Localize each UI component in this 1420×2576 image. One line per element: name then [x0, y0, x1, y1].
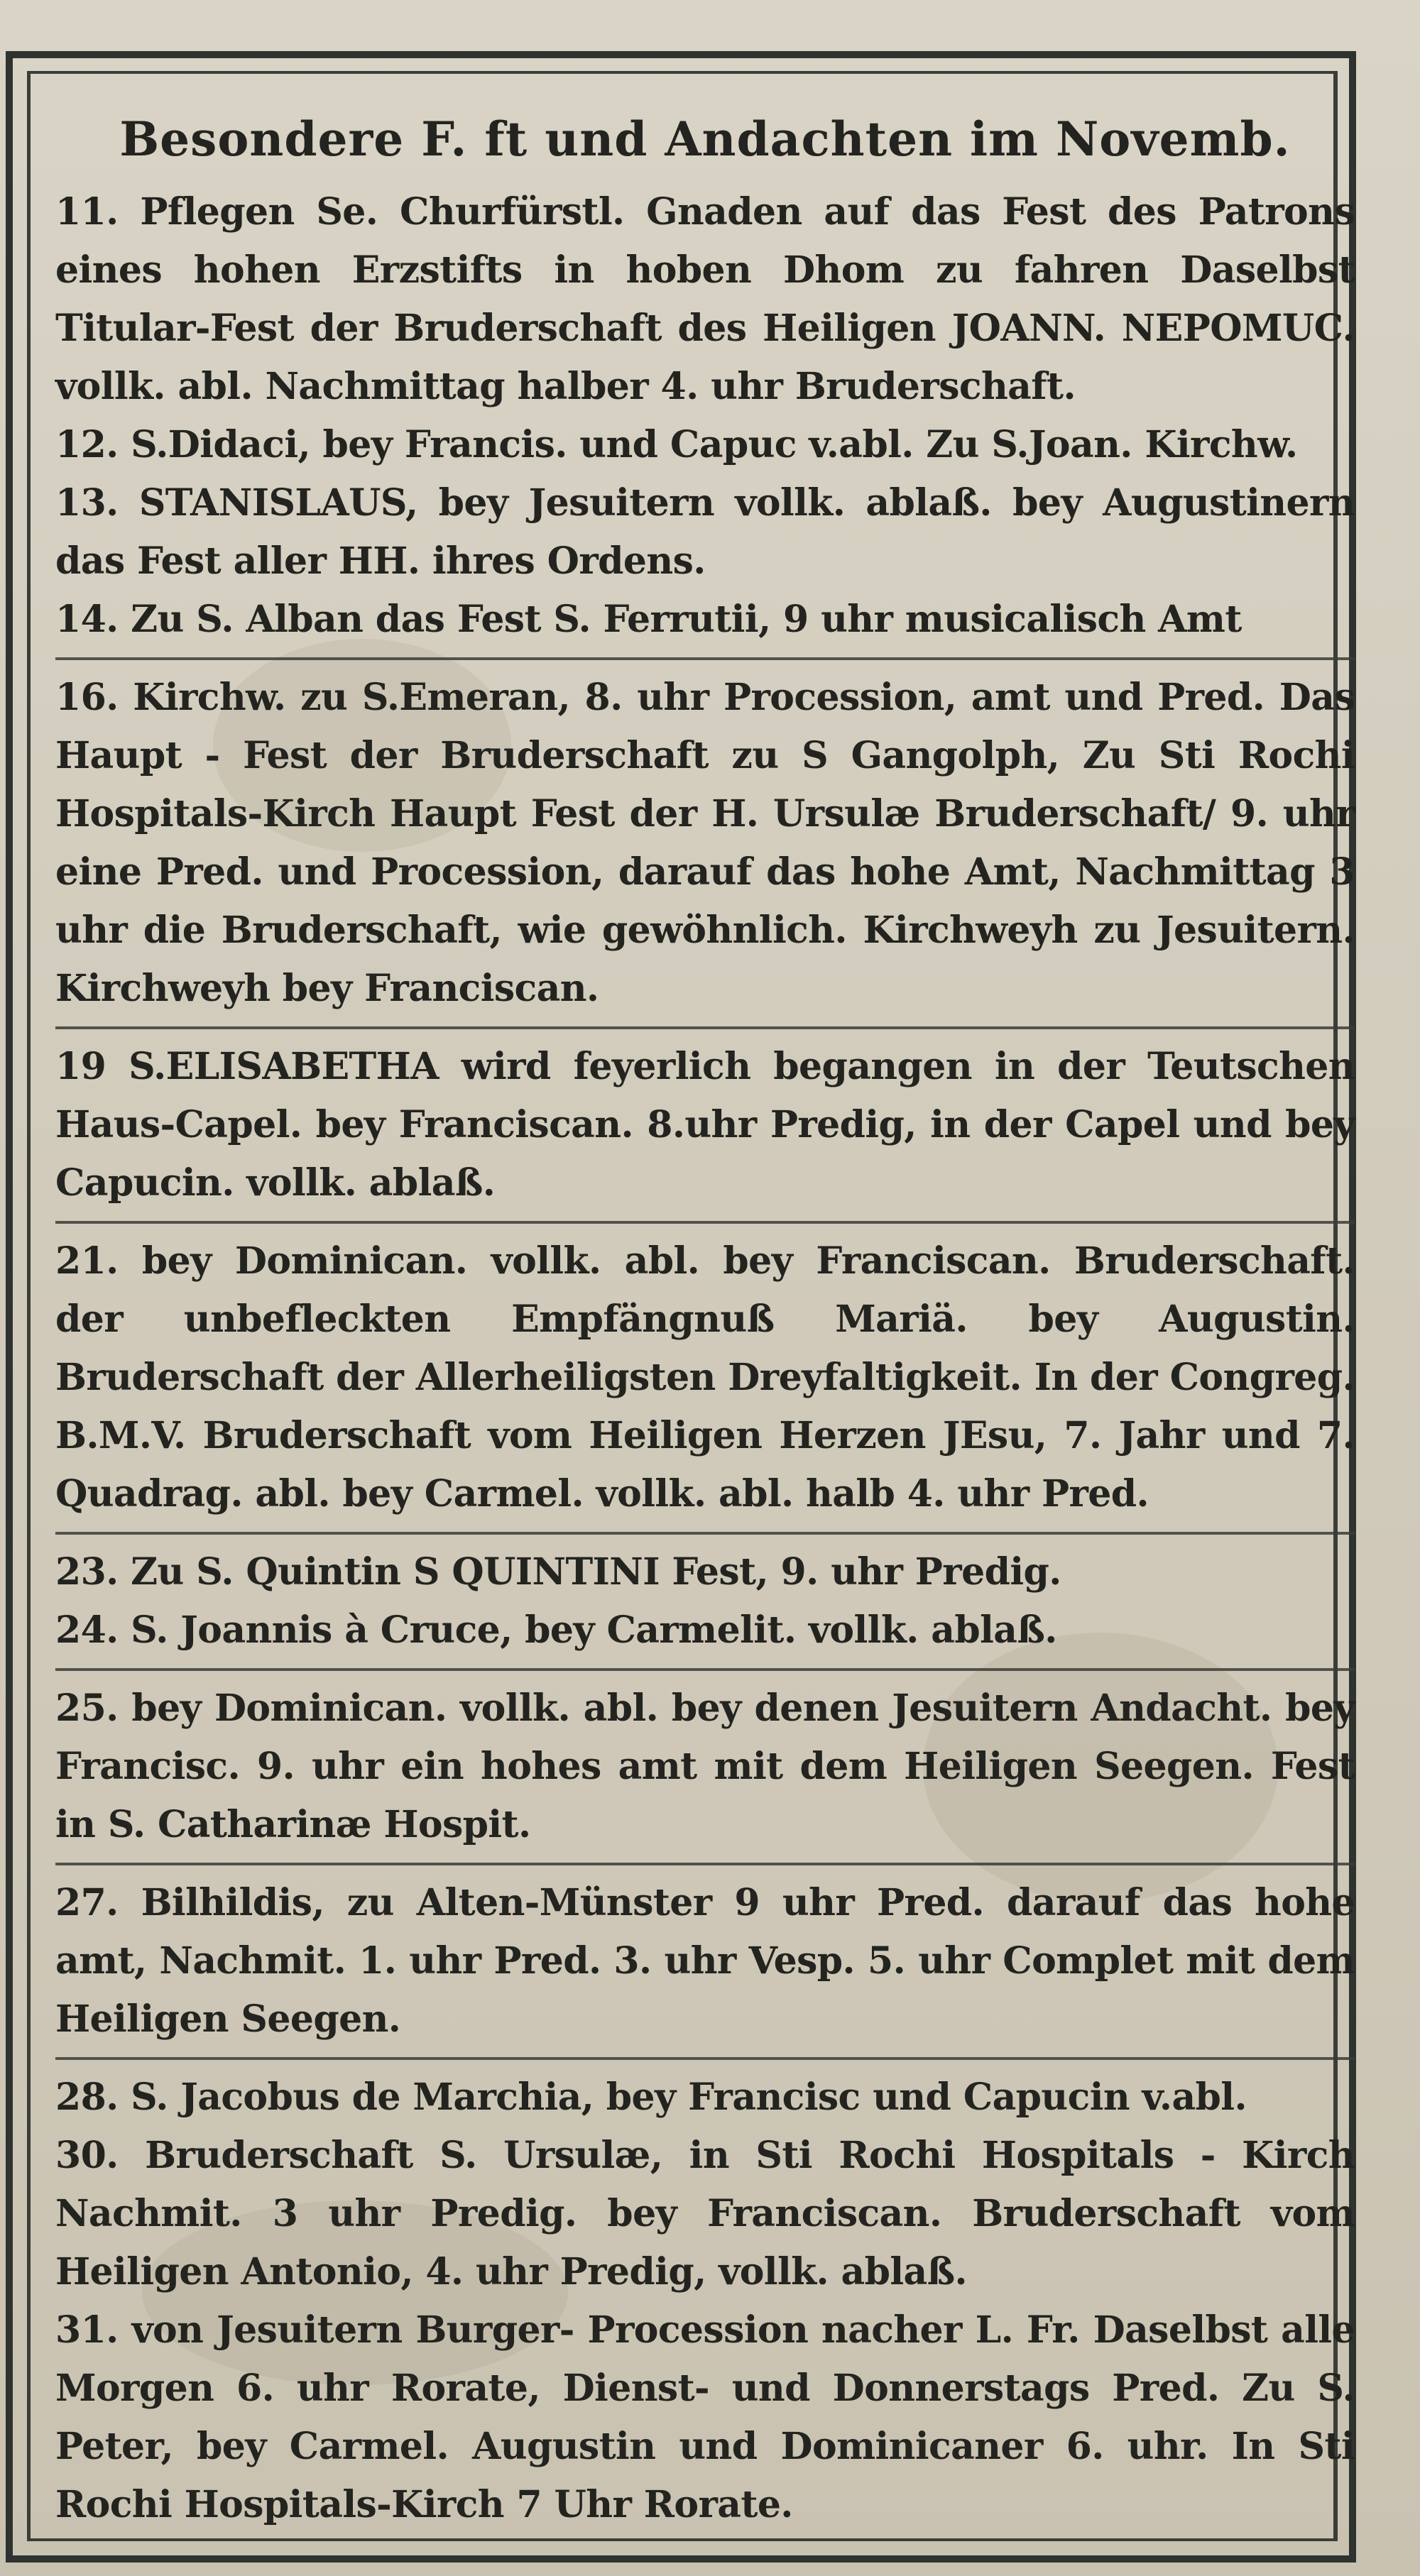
entry-24: 24. S. Joannis à Cruce, bey Carmelit. vollk. ablaß. — [55, 1608, 1057, 1652]
entry-16: 16. Kirchw. zu S.Emeran, 8. uhr Procession, amt und Pred. Das Haupt - Fest der Bruderschaft zu S Gangolph, Zu Sti Rochi Hospitals-Kirch Haupt Fest der H. Ursulæ Bruderschaft/ 9. uhr eine Pred. und Procession, darauf das hohe Amt, Nachmittag 3 uhr die Bruderschaft, wie gewöhnlich. Kirchweyh zu Jesuitern. Kirchweyh bey Franciscan. — [55, 676, 1355, 1010]
text-block — [55, 91, 1355, 2534]
entry-13: 13. STANISLAUS, bey Jesuitern vollk. ablaß. bey Augustinern das Fest aller HH. ihres Ordens. — [55, 481, 1355, 583]
section-divider — [55, 1532, 1355, 1535]
section-divider — [55, 1668, 1355, 1671]
entry-14: 14. Zu S. Alban das Fest S. Ferrutii, 9 uhr musicalisch Amt — [55, 598, 1242, 641]
entry-23: 23. Zu S. Quintin S QUINTINI Fest, 9. uhr Predig. — [55, 1550, 1061, 1594]
section-divider — [55, 1026, 1355, 1029]
section-divider — [55, 2057, 1355, 2060]
entry-28: 28. S. Jacobus de Marchia, bey Francisc und Capucin v.abl. — [55, 2076, 1247, 2119]
entry-12: 12. S.Didaci, bey Francis. und Capuc v.abl. Zu S.Joan. Kirchw. — [55, 423, 1298, 466]
section-divider — [55, 1863, 1355, 1865]
section-divider — [55, 1221, 1355, 1224]
entry-21: 21. bey Dominican. vollk. abl. bey Franciscan. Bruderschaft. der unbefleckten Empfängnuß Mariä. bey Augustin. Bruderschaft der Allerheiligsten Dreyfaltigkeit. In der Congreg. B.M.V. Bruderschaft vom Heiligen Herzen JEsu, 7. Jahr und 7. Quadrag. abl. bey Carmel. vollk. abl. halb 4. uhr Pred. — [55, 1239, 1355, 1516]
entry-30: 30. Bruderschaft S. Ursulæ, in Sti Rochi Hospitals - Kirch Nachmit. 3 uhr Predig. bey Franciscan. Bruderschaft vom Heiligen Antonio, 4. uhr Predig, vollk. ablaß. — [55, 2134, 1355, 2293]
entry-25: 25. bey Dominican. vollk. abl. bey denen Jesuitern Andacht. bey Francisc. 9. uhr ein hohes amt mit dem Heiligen Seegen. Fest in S. Catharinæ Hospit. — [55, 1687, 1355, 1846]
section-divider — [55, 657, 1355, 660]
entry-27: 27. Bilhildis, zu Alten-Münster 9 uhr Pred. darauf das hohe amt, Nachmit. 1. uhr Pred. 3. uhr Vesp. 5. uhr Complet mit dem Heiligen Seegen. — [55, 1881, 1355, 2041]
entry-19: 19 S.ELISABETHA wird feyerlich begangen in der Teutschen Haus-Capel. bey Franciscan. 8.uhr Predig, in der Capel und bey Capucin. vollk. ablaß. — [55, 1045, 1355, 1205]
page-heading: Besondere F. ft und Andachten im Novemb. — [119, 111, 1291, 167]
entry-11: 11. Pflegen Se. Churfürstl. Gnaden auf das Fest des Patrons eines hohen Erzstifts in hoben Dhom zu fahren Daselbst Titular-Fest der Bruderschaft des Heiligen JOANN. NEPOMUC. vollk. abl. Nachmittag halber 4. uhr Bruderschaft. — [55, 190, 1355, 408]
entry-31: 31. von Jesuitern Burger- Procession nacher L. Fr. Daselbst alle Morgen 6. uhr Rorate, Dienst- und Donnerstags Pred. Zu S. Peter, bey Carmel. Augustin und Dominicaner 6. uhr. In Sti Rochi Hospitals-Kirch 7 Uhr Rorate. — [55, 2308, 1355, 2526]
